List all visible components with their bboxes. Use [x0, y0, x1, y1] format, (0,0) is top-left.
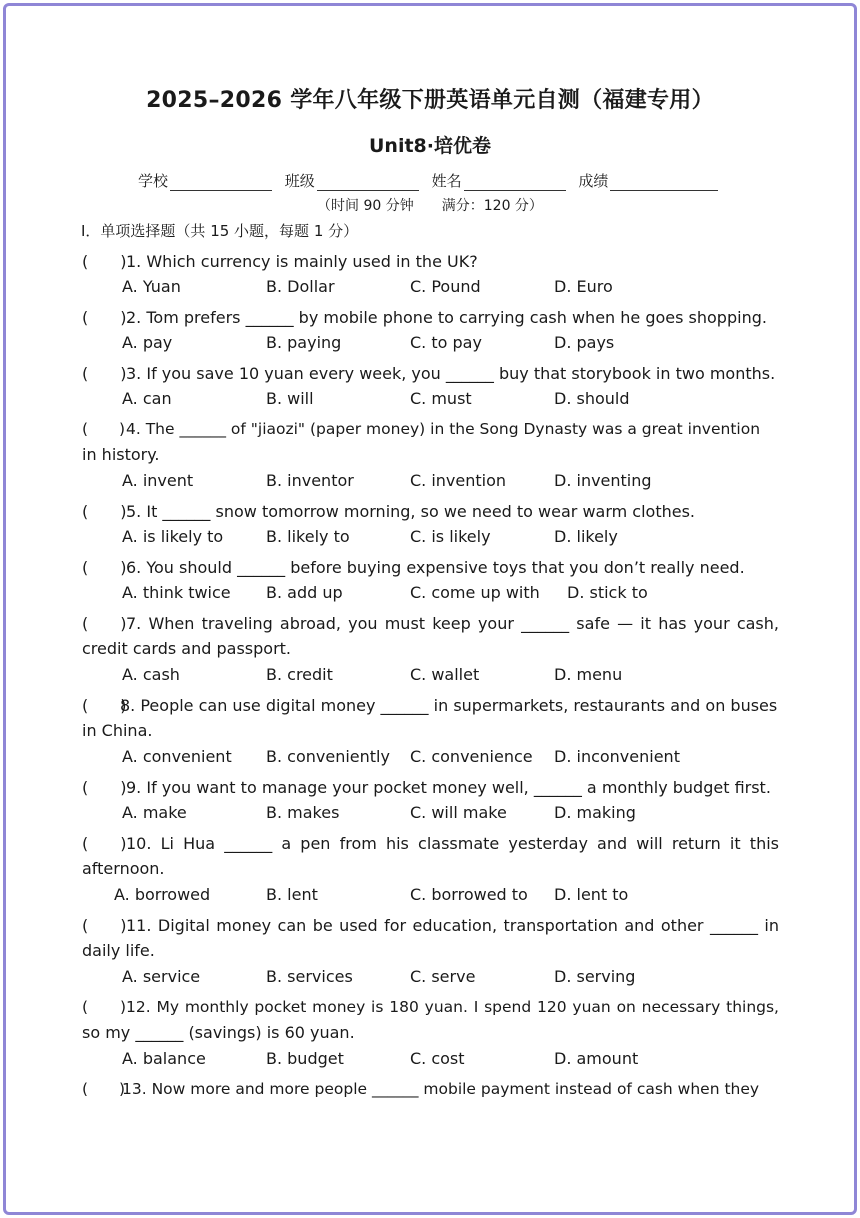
- option-c: C. invention: [410, 471, 507, 490]
- option-c: C. cost: [410, 1049, 465, 1068]
- question-stem: 13. Now more and more people ______ mobile payment instead of cash when they: [122, 1080, 760, 1098]
- question-stem: 5. It ______ snow tomorrow morning, so we need to wear warm clothes.: [126, 502, 696, 521]
- option-b: B. conveniently: [266, 747, 390, 766]
- page-title: 2025–2026 学年八年级下册英语单元自测（福建专用）: [146, 88, 714, 113]
- answer-bracket: ( ): [82, 364, 127, 383]
- option-b: B. inventor: [266, 471, 354, 490]
- question-11: [82, 913, 779, 936]
- option-c: C. borrowed to: [410, 885, 528, 904]
- option-d: D. inventing: [554, 471, 652, 490]
- answer-bracket: ( ): [82, 308, 127, 327]
- option-d: D. likely: [554, 527, 618, 546]
- answer-bracket: ( ): [82, 1080, 126, 1098]
- question-stem: 10. Li Hua ______ a pen from his classmate yesterday and will return it this: [126, 834, 779, 853]
- page-subtitle: Unit8·培优卷: [369, 135, 491, 157]
- class-label: 班级: [284, 172, 315, 190]
- option-d: D. pays: [554, 333, 615, 352]
- option-b: B. paying: [266, 333, 342, 352]
- question-continuation: daily life.: [82, 941, 155, 960]
- answer-bracket: ( ): [82, 252, 127, 271]
- option-c: C. convenience: [410, 747, 533, 766]
- question-continuation: in history.: [82, 445, 160, 464]
- option-b: B. will: [266, 389, 314, 408]
- option-a: A. think twice: [122, 583, 231, 602]
- question-stem: 12. My monthly pocket money is 180 yuan. I spend 120 yuan on necessary things,: [126, 998, 779, 1016]
- school-blank: [170, 174, 272, 191]
- question-continuation: in China.: [82, 721, 153, 740]
- option-c: C. wallet: [410, 665, 480, 684]
- school-label: 学校: [138, 172, 169, 190]
- option-d: D. making: [554, 803, 636, 822]
- question-continuation: afternoon.: [82, 859, 165, 878]
- option-a: A. borrowed: [114, 885, 211, 904]
- question-continuation: so my ______ (savings) is 60 yuan.: [82, 1023, 355, 1042]
- option-d: D. inconvenient: [554, 747, 680, 766]
- name-blank: [464, 174, 566, 191]
- name-label: 姓名: [431, 172, 462, 190]
- answer-bracket: ( ): [82, 502, 127, 521]
- option-b: B. Dollar: [266, 277, 335, 296]
- answer-bracket: ( ): [82, 998, 126, 1016]
- option-a: A. convenient: [122, 747, 232, 766]
- answer-bracket: ( ): [82, 696, 127, 715]
- option-a: A. is likely to: [122, 527, 224, 546]
- option-c: C. Pound: [410, 277, 481, 296]
- option-a: A. balance: [122, 1049, 206, 1068]
- question-stem: 1. Which currency is mainly used in the UK?: [126, 252, 478, 271]
- option-b: B. add up: [266, 583, 343, 602]
- question-stem: 7. When traveling abroad, you must keep your ______ safe — it has your cash,: [126, 614, 779, 633]
- answer-bracket: ( ): [82, 614, 127, 633]
- option-d: D. stick to: [567, 583, 648, 602]
- question-3: [82, 361, 775, 384]
- question-stem: 6. You should ______ before buying expensive toys that you don’t really need.: [126, 558, 745, 577]
- question-stem: 3. If you save 10 yuan every week, you ______ buy that storybook in two months.: [126, 364, 776, 383]
- answer-bracket: ( ): [82, 778, 127, 797]
- score-blank: [610, 174, 718, 191]
- question-stem: 4. The ______ of "jiaozi" (paper money) in the Song Dynasty was a great invention: [126, 420, 761, 438]
- question-7: [82, 611, 779, 634]
- question-12: [82, 995, 779, 1017]
- answer-bracket: ( ): [82, 834, 127, 853]
- option-a: A. can: [122, 389, 172, 408]
- option-c: C. must: [410, 389, 472, 408]
- option-b: B. makes: [266, 803, 340, 822]
- option-b: B. likely to: [266, 527, 350, 546]
- time-info: （时间 90 分钟 满分：120 分）: [317, 198, 543, 214]
- class-blank: [317, 174, 419, 191]
- question-stem: 8. People can use digital money ______ in supermarkets, restaurants and on buses: [120, 696, 778, 715]
- question-9: [82, 775, 771, 798]
- option-d: D. lent to: [554, 885, 629, 904]
- option-c: C. is likely: [410, 527, 491, 546]
- option-c: C. to pay: [410, 333, 482, 352]
- option-a: A. pay: [122, 333, 173, 352]
- question-2: [82, 305, 767, 328]
- option-b: B. budget: [266, 1049, 344, 1068]
- question-stem: 2. Tom prefers ______ by mobile phone to carrying cash when he goes shopping.: [126, 308, 767, 327]
- option-b: B. lent: [266, 885, 318, 904]
- question-4: [82, 417, 760, 439]
- option-c: C. serve: [410, 967, 476, 986]
- question-13: [82, 1077, 759, 1099]
- question-8: [82, 693, 777, 716]
- score-label: 成绩: [578, 172, 609, 190]
- question-continuation: credit cards and passport.: [82, 639, 292, 658]
- option-b: B. services: [266, 967, 353, 986]
- option-a: A. service: [122, 967, 201, 986]
- question-10: [82, 831, 779, 854]
- question-5: [82, 499, 695, 522]
- info-row: [138, 170, 726, 191]
- option-d: D. Euro: [554, 277, 613, 296]
- answer-bracket: ( ): [82, 558, 127, 577]
- option-b: B. credit: [266, 665, 333, 684]
- option-c: C. come up with: [410, 583, 540, 602]
- answer-bracket: ( ): [82, 916, 127, 935]
- question-stem: 9. If you want to manage your pocket money well, ______ a monthly budget first.: [126, 778, 771, 797]
- section-title: I．单项选择题（共 15 小题，每题 1 分）: [81, 222, 359, 240]
- question-stem: 11. Digital money can be used for education, transportation and other ______ in: [126, 916, 779, 935]
- option-a: A. invent: [122, 471, 194, 490]
- option-a: A. cash: [122, 665, 180, 684]
- exam-paper: [30, 30, 830, 1188]
- option-a: A. Yuan: [122, 277, 181, 296]
- option-c: C. will make: [410, 803, 507, 822]
- question-1: [82, 249, 478, 272]
- question-6: [82, 555, 745, 578]
- option-d: D. menu: [554, 665, 623, 684]
- answer-bracket: ( ): [82, 420, 126, 438]
- option-a: A. make: [122, 803, 187, 822]
- option-d: D. should: [554, 389, 630, 408]
- option-d: D. amount: [554, 1049, 639, 1068]
- option-d: D. serving: [554, 967, 636, 986]
